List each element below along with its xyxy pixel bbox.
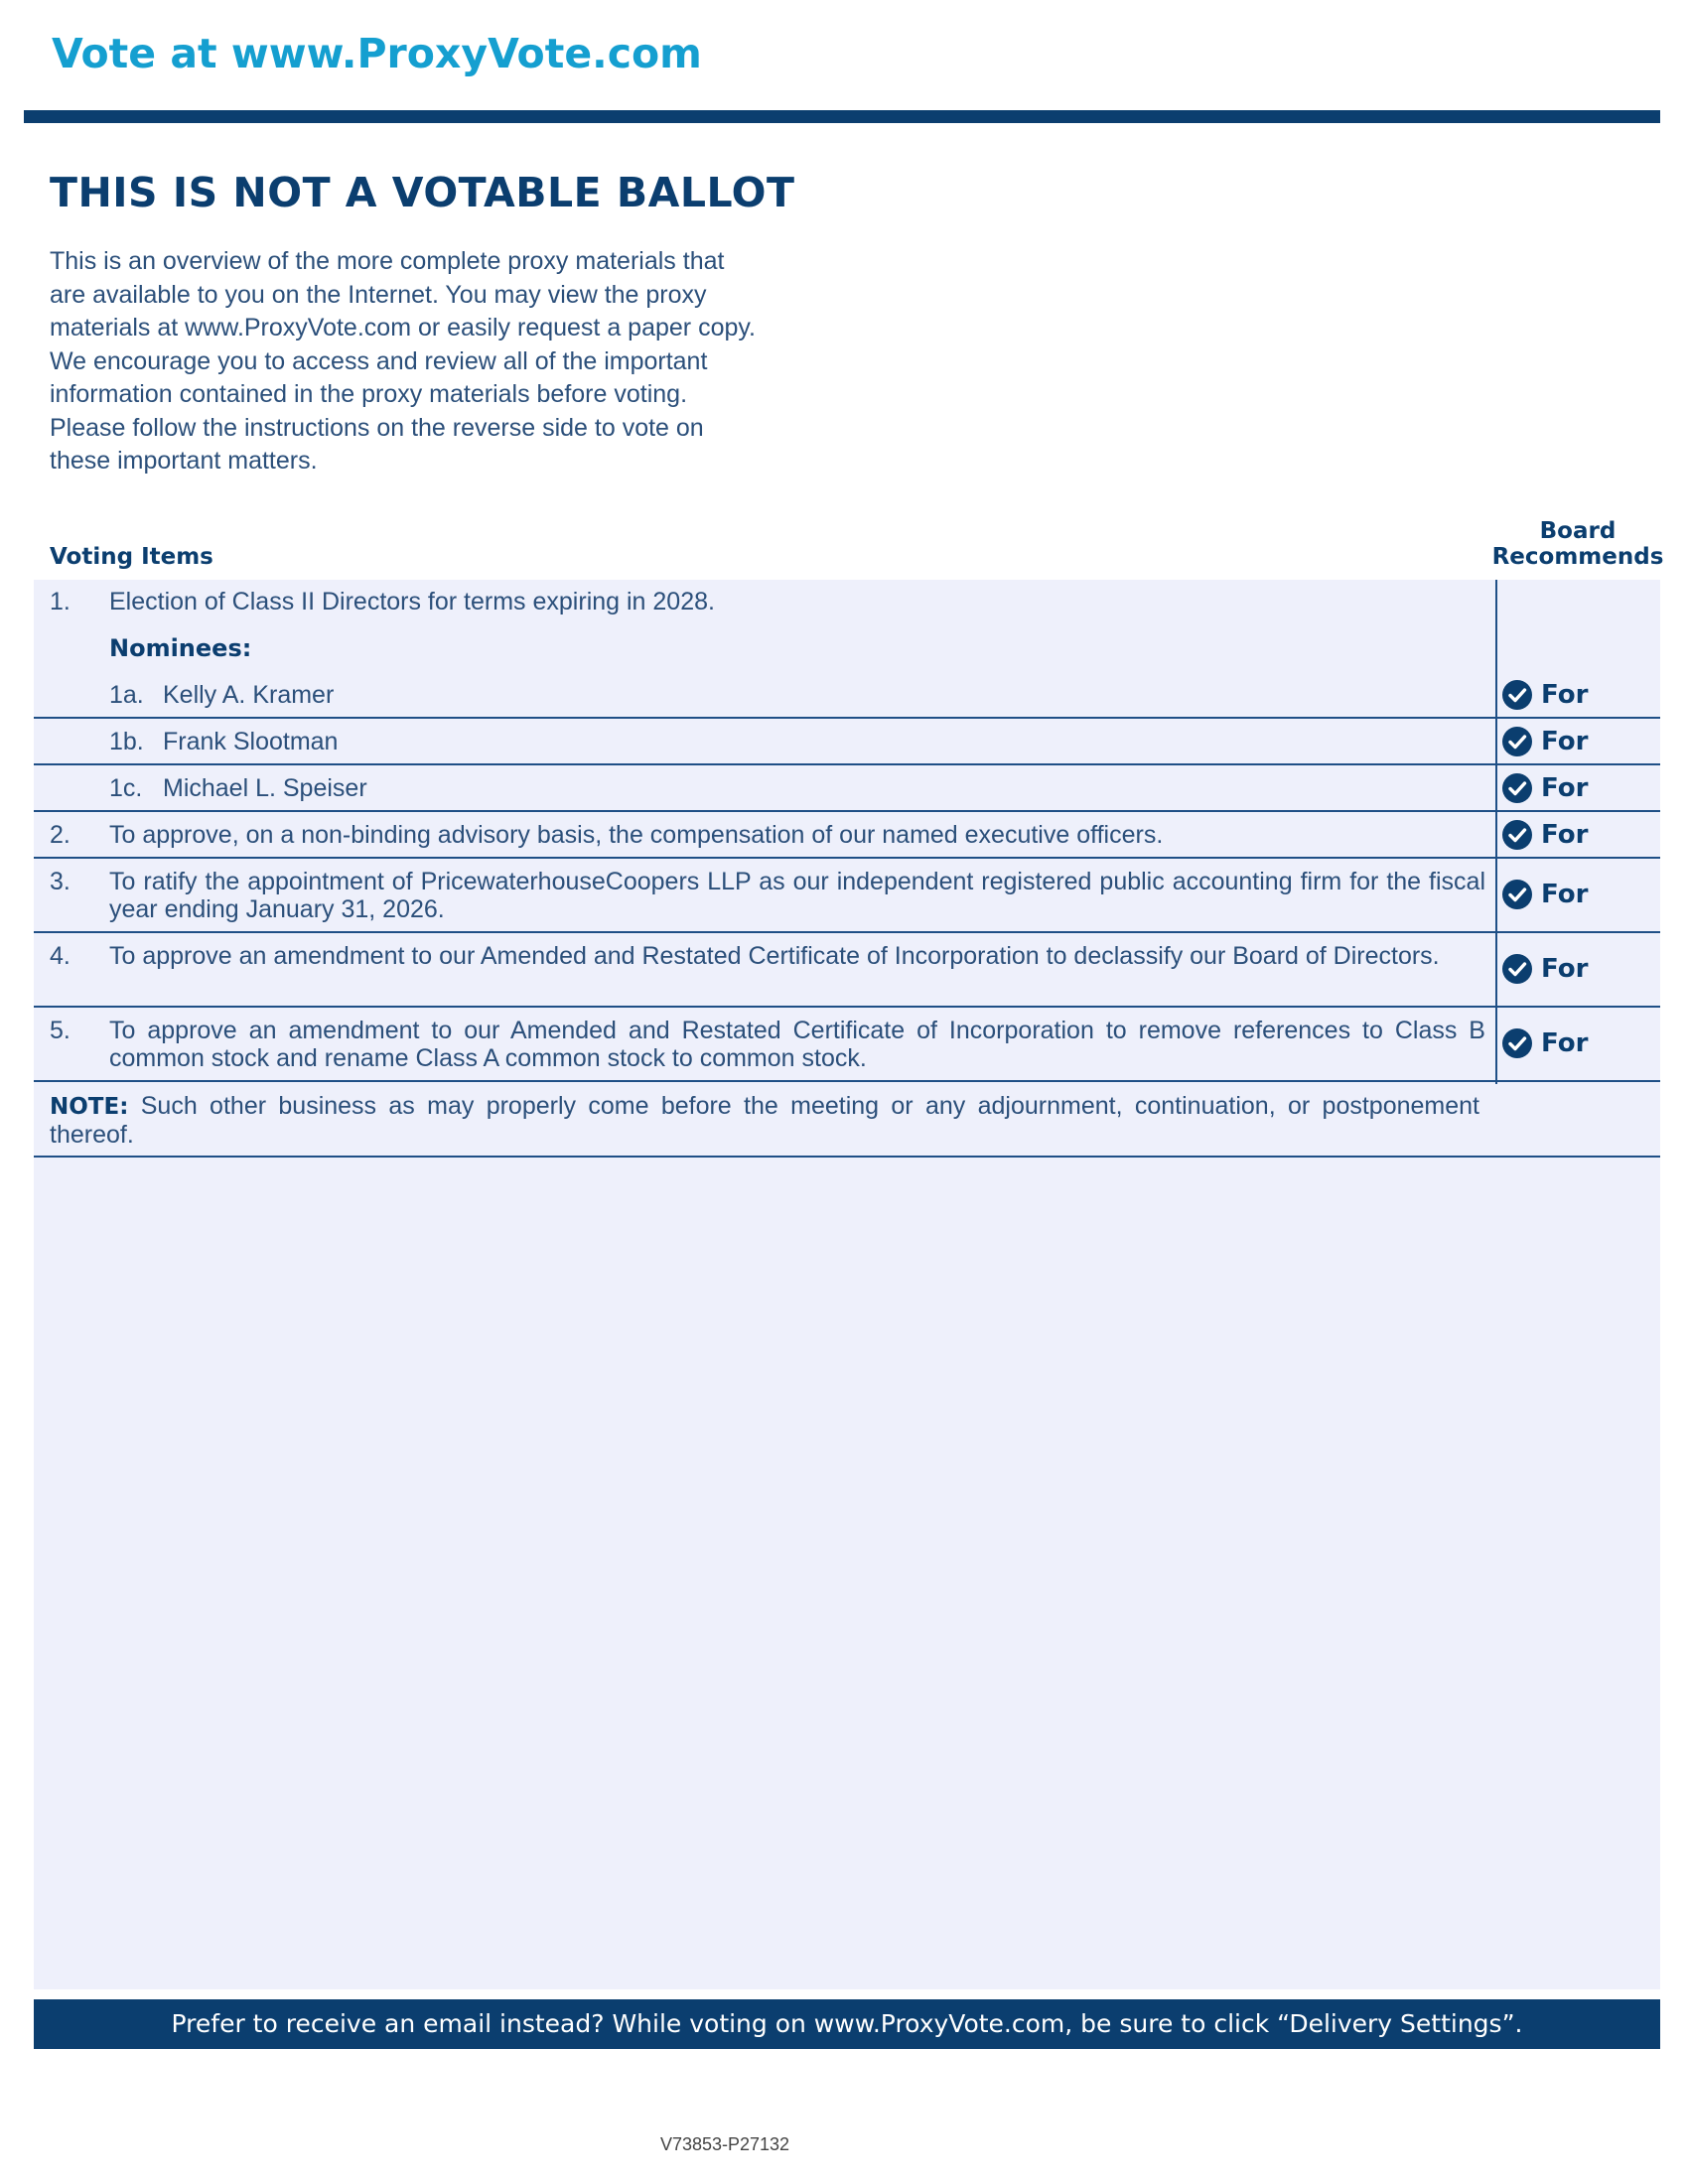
check-circle-icon [1501, 772, 1533, 804]
vote-url-header: Vote at www.ProxyVote.com [52, 30, 702, 77]
check-circle-icon [1501, 679, 1533, 711]
recommendation [1501, 725, 1588, 758]
document-code: V73853-P27132 [659, 2134, 790, 2154]
nominee-id: 1b. [109, 728, 144, 755]
intro-line: information contained in the proxy materials before voting. [50, 380, 688, 408]
item-number: 5. [50, 1017, 70, 1044]
intro-line: these important matters. [50, 447, 318, 475]
nominees-label: Nominees: [109, 634, 252, 662]
row-divider [34, 1006, 1660, 1008]
header-rule [24, 110, 1660, 123]
intro-line: are available to you on the Internet. You may view the proxy [50, 280, 707, 309]
board-heading-line1: Board [1539, 518, 1617, 544]
item-number: 2. [50, 821, 70, 849]
nominee-row [109, 681, 334, 710]
note-label: NOTE: [50, 1094, 129, 1120]
nominee-row [109, 774, 367, 803]
item-text: To ratify the appointment of PricewaterhouseCoopers LLP as our independent registered public accounting firm for the fiscal year ending January 31, 2026. [109, 868, 1485, 923]
voting-items-heading: Voting Items [50, 544, 213, 570]
row-divider [34, 1080, 1660, 1082]
check-circle-icon [1501, 1027, 1533, 1059]
item-number: 1. [50, 588, 70, 615]
recommendation-label: For [1541, 680, 1589, 710]
nominee-id: 1c. [109, 774, 143, 802]
recommendation-label: For [1541, 1028, 1589, 1058]
check-circle-icon [1501, 726, 1533, 757]
recommendation [1501, 952, 1588, 986]
intro-paragraph [50, 245, 824, 478]
recommendation [1501, 1026, 1588, 1060]
item-text: To approve an amendment to our Amended and Restated Certificate of Incorporation to declassify our Board of Directors. [109, 942, 1440, 970]
item-number: 4. [50, 942, 70, 970]
check-circle-icon [1501, 953, 1533, 985]
row-divider [34, 857, 1660, 859]
recommendation-label: For [1541, 880, 1589, 909]
board-recommends-heading [1489, 518, 1666, 570]
board-heading-line2: Recommends [1491, 544, 1664, 570]
intro-line: We encourage you to access and review all of the important [50, 346, 708, 375]
intro-line: Please follow the instructions on the reverse side to vote on [50, 413, 704, 442]
row-divider [34, 810, 1660, 812]
item-number: 3. [50, 868, 70, 895]
nominee-name: Frank Slootman [163, 728, 339, 755]
recommendation-label: For [1541, 954, 1589, 984]
item-text: To approve, on a non-binding advisory basis, the compensation of our named executive officers. [109, 821, 1164, 849]
row-divider [34, 763, 1660, 765]
intro-line: This is an overview of the more complete proxy materials that [50, 247, 725, 275]
nominee-name: Michael L. Speiser [163, 774, 367, 802]
row-divider [34, 931, 1660, 933]
recommendation-label: For [1541, 727, 1589, 756]
recommendation [1501, 878, 1588, 911]
check-circle-icon [1501, 819, 1533, 851]
intro-line: materials at www.ProxyVote.com or easily request a paper copy. [50, 314, 756, 341]
item-text: Election of Class II Directors for terms expiring in 2028. [109, 588, 715, 615]
nominee-name: Kelly A. Kramer [163, 681, 335, 709]
recommendation-label: For [1541, 820, 1589, 850]
column-divider [1495, 580, 1497, 1084]
delivery-settings-banner: Prefer to receive an email instead? While voting on www.ProxyVote.com, be sure to click “Delivery Settings”. [34, 1999, 1660, 2049]
nominee-row [109, 728, 338, 756]
row-divider [34, 1156, 1660, 1158]
item-text: To approve an amendment to our Amended and Restated Certificate of Incorporation to remove references to Class B common stock and rename Class A common stock to common stock. [109, 1017, 1485, 1072]
note [50, 1092, 1479, 1149]
recommendation [1501, 818, 1588, 852]
row-divider [34, 717, 1660, 719]
recommendation [1501, 771, 1588, 805]
recommendation [1501, 678, 1588, 712]
recommendation-label: For [1541, 773, 1589, 803]
nominee-id: 1a. [109, 681, 144, 709]
page-title: THIS IS NOT A VOTABLE BALLOT [50, 169, 795, 216]
check-circle-icon [1501, 879, 1533, 910]
note-text: Such other business as may properly come before the meeting or any adjournment, continuation, or postponement thereof. [50, 1092, 1479, 1149]
